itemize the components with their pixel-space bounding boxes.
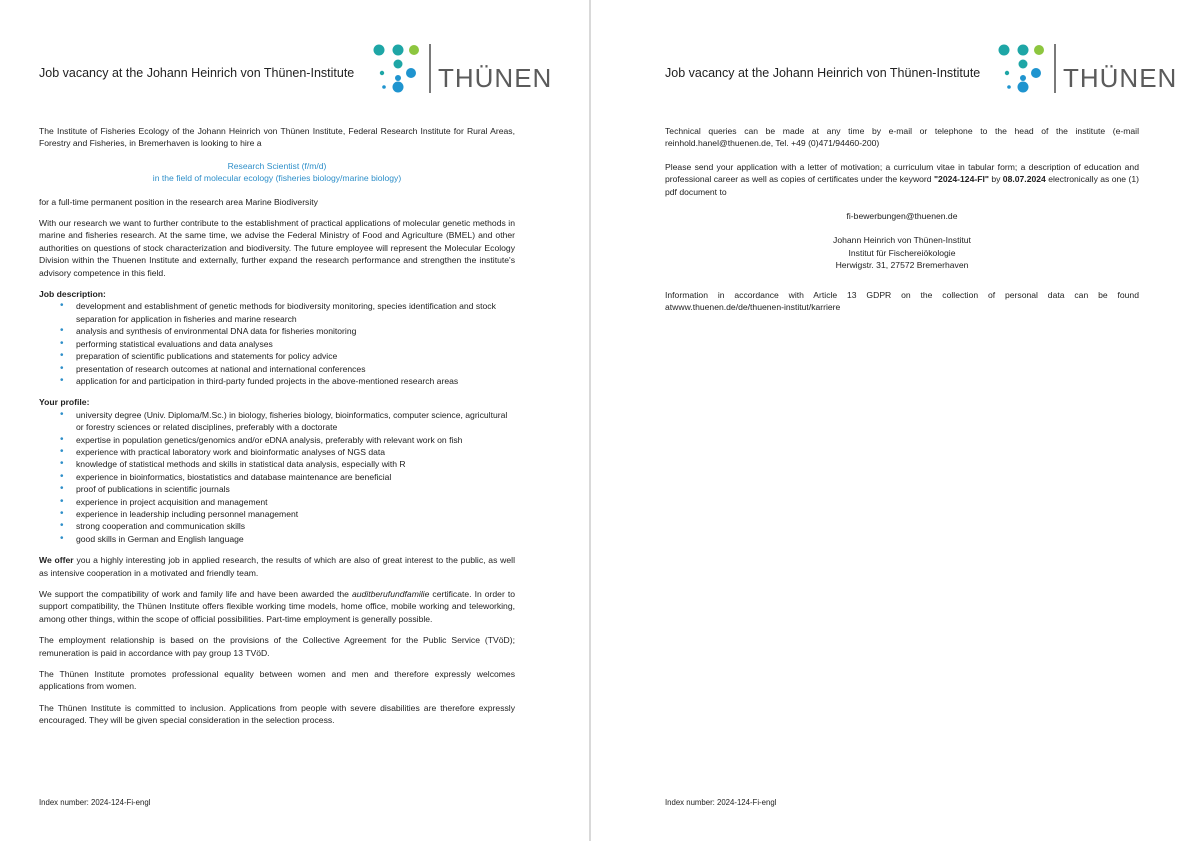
intro-paragraph: The Institute of Fisheries Ecology of the Johann Heinrich von Thünen Institute, Federal Research Institute for Rural Areas, Forestry and Fisheries, in Bremerhaven is looking to hire a [39,126,515,149]
inclusion-paragraph: The Thünen Institute is committed to inclusion. Applications from people with severe disabilities are therefore expressly encouraged. They will be given special consideration in the selection process. [39,702,515,726]
list-item: • knowledge of statistical methods and skills in statistical data analysis, especially with R [76,458,515,470]
offer-text: you a highly interesting job in applied research, the results of which are also of great interest to the public, as well as intensive cooperation in a motivated and friendly team. [39,555,515,578]
page-header-title: Job vacancy at the Johann Heinrich von Thünen-Institute [665,66,981,80]
family-text-post: certificate. In order to support compatibility, the Thünen Institute offers flexible working time models, home office, mobile working and teleworking, among other things, within the scope of official possibilities. Part-time employment is generally possible. [39,589,516,624]
list-item: • experience in leadership including personnel management [76,508,515,520]
offer-paragraph [39,554,515,579]
document-body [665,125,1139,322]
index-number: Index number: 2024-124-Fi-engl [665,798,777,807]
position-type: for a full-time permanent position in the research area Marine Biodiversity [39,196,318,207]
application-text-post: electronically as one (1) pdf document to [665,174,1139,197]
index-number: Index number: 2024-124-Fi-engl [39,798,151,807]
list-item: • university degree (Univ. Diploma/M.Sc.) in biology, fisheries biology, bioinformatics, computer science, agricultural or forestry sciences or related disciplines, preferably with a doctorate [76,409,515,434]
job-description-list [39,300,515,387]
list-item: • development and establishment of genetic methods for biodiversity monitoring, species identification and stock separation for application in fisheries and marine research [76,300,515,325]
list-item: • strong cooperation and communication skills [76,520,515,532]
list-item: • proof of publications in scientific journals [76,483,515,495]
profile-list [39,409,515,545]
application-keyword: "2024-124-FI" [933,174,989,185]
logo-wordmark: THÜNEN [1063,63,1178,93]
list-item: • application for and participation in third-party funded projects in the above-mentioned research areas [76,375,515,387]
family-certificate-name: auditberufundfamilie [351,589,430,599]
queries-paragraph: Technical queries can be made at any time by e-mail or telephone to the head of the institute (e-mail reinhold.hanel@thuenen.de, Tel. +49 (0)471/94460-200) [665,126,1139,149]
application-paragraph [665,161,1139,198]
logo-wordmark: THÜNEN [438,63,553,93]
document-body [39,125,515,736]
family-text-pre: We support the compatibility of work and family life and have been awarded the [39,589,352,599]
thuenen-logo-dots-icon [370,43,430,95]
list-item: • experience in project acquisition and management [76,496,515,508]
address-line: Johann Heinrich von Thünen-Institut [833,235,971,246]
gdpr-paragraph: Information in accordance with Article 13 GDPR on the collection of personal data can be found atwww.thuenen.de/de/thuenen-institut/karriere [665,289,1139,313]
document-page-left [0,0,589,841]
employment-paragraph: The employment relationship is based on the provisions of the Collective Agreement for the Public Service (TVöD); remuneration is paid in accordance with pay group 13 TVöD. [39,635,515,658]
document-page-right [591,0,1200,841]
logo-separator [429,44,431,93]
list-item: • good skills in German and English language [76,533,515,545]
address-block [665,234,1139,271]
family-paragraph [39,588,515,625]
equality-paragraph: The Thünen Institute promotes professional equality between women and men and therefore expressly welcomes applications from women. [39,669,515,692]
page-header-title: Job vacancy at the Johann Heinrich von Thünen-Institute [39,66,355,80]
application-email[interactable]: fi-bewerbungen@thuenen.de [846,211,958,222]
thuenen-logo-dots-icon [995,43,1055,95]
list-item: • performing statistical evaluations and data analyses [76,338,515,350]
research-paragraph: With our research we want to further contribute to the establishment of practical applications of molecular genetic methods in marine and fisheries research. At the same time, we advise the Federal Ministry of Food and Agriculture (BMEL) and other authorities on questions of stock characterization and biodiversity. The future employee will represent the Molecular Ecology Division within the Thuenen Institute and externally, further expand the research performance and strengthen the institute's advisory competence in this field. [39,218,515,278]
list-item: • preparation of scientific publications and statements for policy advice [76,350,515,362]
job-description-heading: Job description: [39,289,106,300]
position-title: Research Scientist (f/m/d) [227,160,327,171]
list-item: • experience with practical laboratory work and bioinformatic analyses of NGS data [76,446,515,458]
application-text-mid: by [988,174,1003,185]
application-deadline: 08.07.2024 [1002,174,1046,185]
position-subtitle: in the field of molecular ecology (fisheries biology/marine biology) [152,173,402,184]
list-item: • presentation of research outcomes at national and international conferences [76,363,515,375]
address-line: Herwigstr. 31, 27572 Bremerhaven [835,260,969,271]
list-item: • analysis and synthesis of environmental DNA data for fisheries monitoring [76,325,515,337]
list-item: • expertise in population genetics/genomics and/or eDNA analysis, preferably with relevant work on fish [76,434,515,446]
list-item: • experience in bioinformatics, biostatistics and database maintenance are beneficial [76,471,515,483]
offer-bold: We offer [39,555,74,566]
address-line: Institut für Fischereiökologie [848,247,956,258]
application-text-pre: Please send your application with a letter of motivation; a curriculum vitae in tabular form; a description of education and professional career as well as copies of certificates under the keyword [665,161,1139,185]
logo-separator [1054,44,1056,93]
profile-heading: Your profile: [39,397,90,408]
